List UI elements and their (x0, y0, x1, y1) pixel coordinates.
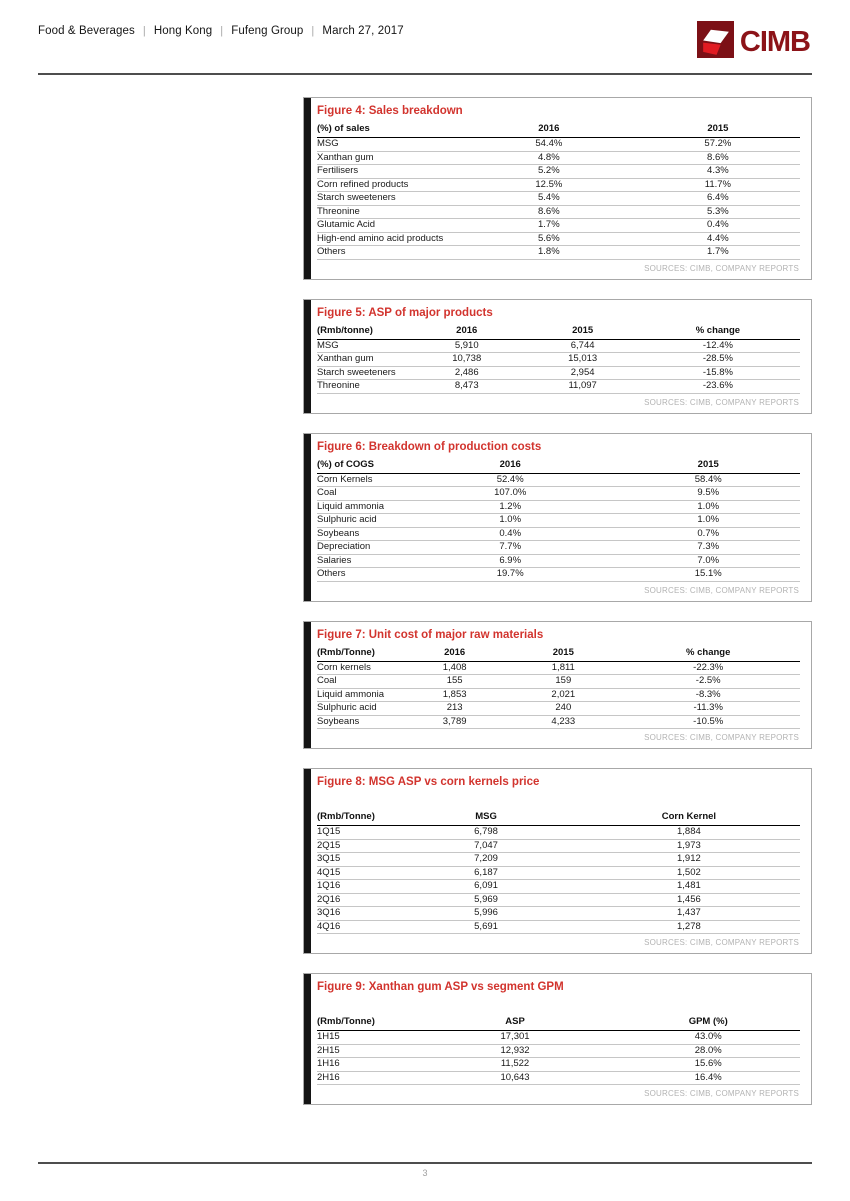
sources-note: SOURCES: CIMB, COMPANY REPORTS (644, 733, 799, 742)
table-cell: Soybeans (317, 715, 399, 729)
table-cell: 15,013 (530, 353, 636, 367)
table-cell: Fertilisers (317, 165, 462, 179)
breadcrumb-item-sector: Food & Beverages (38, 25, 135, 37)
column-header: Corn Kernel (578, 810, 800, 826)
table-cell: MSG (317, 339, 404, 353)
table-cell: 1,853 (399, 688, 510, 702)
table-cell: 8.6% (636, 151, 800, 165)
table-row (317, 473, 800, 487)
table-row (317, 151, 800, 165)
table-cell: 2,021 (510, 688, 616, 702)
table-row (317, 688, 800, 702)
table-row (317, 866, 800, 880)
table-row (317, 880, 800, 894)
figure-4-table (317, 122, 800, 260)
table-cell: 11,522 (414, 1058, 617, 1072)
figures-column (303, 97, 812, 1124)
table-cell: 1.7% (636, 246, 800, 260)
table-row (317, 1044, 800, 1058)
column-header: GPM (%) (616, 1015, 800, 1031)
table-cell: 11.7% (636, 178, 800, 192)
table-cell: 7,047 (394, 839, 578, 853)
table-cell: 0.4% (404, 527, 617, 541)
table-cell: Threonine (317, 380, 404, 394)
column-header: MSG (394, 810, 578, 826)
table-cell: 12,932 (414, 1044, 617, 1058)
table-cell: 57.2% (636, 138, 800, 152)
table-cell: 2H16 (317, 1071, 414, 1085)
table-cell: 240 (510, 702, 616, 716)
sources-note: SOURCES: CIMB, COMPANY REPORTS (644, 585, 799, 595)
table-row (317, 1031, 800, 1045)
table-cell: 3Q16 (317, 907, 394, 921)
table-cell: 1.7% (462, 219, 636, 233)
figure-accent-bar (304, 300, 311, 413)
figure-title: Figure 8: MSG ASP vs corn kernels price (317, 776, 540, 788)
table-cell: 1.0% (616, 500, 800, 514)
table-cell: 6,798 (394, 826, 578, 840)
table-cell: 2Q16 (317, 893, 394, 907)
table-cell: 1H16 (317, 1058, 414, 1072)
figure-title: Figure 9: Xanthan gum ASP vs segment GPM (317, 981, 564, 993)
table-row (317, 353, 800, 367)
column-header: 2015 (616, 458, 800, 474)
figure-title: Figure 6: Breakdown of production costs (317, 440, 542, 453)
table-cell: Liquid ammonia (317, 500, 404, 514)
table-cell: -15.8% (636, 366, 800, 380)
table-cell: Starch sweeteners (317, 192, 462, 206)
figure-9-panel (303, 973, 812, 1105)
table-cell: 1,408 (399, 661, 510, 675)
table-cell: 155 (399, 675, 510, 689)
table-cell: 0.7% (616, 527, 800, 541)
table-cell: Soybeans (317, 527, 404, 541)
table-cell: -10.5% (616, 715, 800, 729)
table-cell: Glutamic Acid (317, 219, 462, 233)
table-cell: -12.4% (636, 339, 800, 353)
table-cell: 9.5% (616, 487, 800, 501)
table-cell: 2,954 (530, 366, 636, 380)
table-cell: Sulphuric acid (317, 514, 404, 528)
figure-6-table (317, 458, 800, 582)
column-header: 2016 (462, 122, 636, 138)
figure-5-table (317, 324, 800, 394)
table-cell: High-end amino acid products (317, 232, 462, 246)
figure-accent-bar (304, 974, 311, 1104)
table-cell: 10,738 (404, 353, 530, 367)
table-cell: 159 (510, 675, 616, 689)
table-cell: 12.5% (462, 178, 636, 192)
table-cell: Xanthan gum (317, 353, 404, 367)
table-cell: 1H15 (317, 1031, 414, 1045)
table-cell: 1,912 (578, 853, 800, 867)
table-row (317, 138, 800, 152)
sources-note: SOURCES: CIMB, COMPANY REPORTS (644, 397, 799, 407)
table-cell: 4Q15 (317, 866, 394, 880)
table-cell: 1,456 (578, 893, 800, 907)
table-cell: 7.0% (616, 554, 800, 568)
table-cell: 1,278 (578, 920, 800, 934)
table-cell: 5,969 (394, 893, 578, 907)
table-cell: Salaries (317, 554, 404, 568)
column-header: (Rmb/Tonne) (317, 646, 399, 662)
table-cell: Sulphuric acid (317, 702, 399, 716)
header-row (317, 646, 800, 662)
table-cell: 1,502 (578, 866, 800, 880)
table-cell: 2Q15 (317, 839, 394, 853)
table-cell: Others (317, 246, 462, 260)
figure-accent-bar (304, 769, 311, 953)
table-cell: 4.3% (636, 165, 800, 179)
table-row (317, 715, 800, 729)
table-row (317, 487, 800, 501)
table-cell: Corn Kernels (317, 473, 404, 487)
table-cell: 1.2% (404, 500, 617, 514)
table-cell: 8.6% (462, 205, 636, 219)
header-row (317, 324, 800, 340)
table-cell: 1,884 (578, 826, 800, 840)
figure-title: Figure 7: Unit cost of major raw materials (317, 628, 544, 641)
table-cell: 4.4% (636, 232, 800, 246)
column-header: (%) of COGS (317, 458, 404, 474)
table-cell: Xanthan gum (317, 151, 462, 165)
table-cell: Coal (317, 487, 404, 501)
table-cell: 8,473 (404, 380, 530, 394)
table-cell: -8.3% (616, 688, 800, 702)
table-row (317, 232, 800, 246)
table-cell: 1,811 (510, 661, 616, 675)
column-header: 2016 (404, 458, 617, 474)
table-cell: 5.4% (462, 192, 636, 206)
table-cell: 5.2% (462, 165, 636, 179)
table-cell: 52.4% (404, 473, 617, 487)
breadcrumb-item-region: Hong Kong (153, 25, 213, 37)
column-header: (Rmb/Tonne) (317, 1015, 414, 1031)
table-row (317, 339, 800, 353)
table-cell: 0.4% (636, 219, 800, 233)
table-cell: 4.8% (462, 151, 636, 165)
figure-4-panel (303, 97, 812, 280)
sources-note: SOURCES: CIMB, COMPANY REPORTS (644, 938, 799, 947)
table-row (317, 165, 800, 179)
column-header: (Rmb/tonne) (317, 324, 404, 340)
table-cell: 7.7% (404, 541, 617, 555)
figure-7-table (317, 646, 800, 730)
table-cell: 1,973 (578, 839, 800, 853)
figure-9-table (317, 1015, 800, 1085)
table-cell: 3Q15 (317, 853, 394, 867)
table-cell: 58.4% (616, 473, 800, 487)
table-cell: -28.5% (636, 353, 800, 367)
breadcrumb-separator: | (142, 25, 146, 37)
breadcrumb-separator: | (220, 25, 224, 37)
column-header: 2016 (399, 646, 510, 662)
table-row (317, 853, 800, 867)
table-row (317, 527, 800, 541)
table-cell: 4Q16 (317, 920, 394, 934)
column-header: (Rmb/Tonne) (317, 810, 394, 826)
table-cell: 5.6% (462, 232, 636, 246)
table-row (317, 675, 800, 689)
table-cell: 43.0% (616, 1031, 800, 1045)
table-cell: -2.5% (616, 675, 800, 689)
figure-8-panel (303, 768, 812, 954)
table-cell: 1.0% (404, 514, 617, 528)
header-row (317, 1015, 800, 1031)
table-cell: Others (317, 568, 404, 582)
table-cell: 19.7% (404, 568, 617, 582)
table-row (317, 219, 800, 233)
figure-7-panel (303, 621, 812, 750)
column-header: % change (636, 324, 800, 340)
table-cell: Depreciation (317, 541, 404, 555)
column-header: (%) of sales (317, 122, 462, 138)
table-row (317, 246, 800, 260)
table-cell: 10,643 (414, 1071, 617, 1085)
figure-title: Figure 5: ASP of major products (317, 306, 493, 319)
table-row (317, 568, 800, 582)
table-row (317, 541, 800, 555)
table-row (317, 514, 800, 528)
table-row (317, 205, 800, 219)
table-cell: -23.6% (636, 380, 800, 394)
table-cell: 6,744 (530, 339, 636, 353)
table-cell: 6,187 (394, 866, 578, 880)
column-header: 2015 (510, 646, 616, 662)
table-row (317, 661, 800, 675)
table-row (317, 192, 800, 206)
table-cell: 15.1% (616, 568, 800, 582)
figure-accent-bar (304, 434, 311, 601)
table-cell: Threonine (317, 205, 462, 219)
breadcrumb-separator: | (311, 25, 315, 37)
table-row (317, 839, 800, 853)
table-row (317, 1058, 800, 1072)
column-header: 2015 (530, 324, 636, 340)
table-row (317, 920, 800, 934)
table-row (317, 1071, 800, 1085)
table-cell: 5,996 (394, 907, 578, 921)
footer-divider (38, 1162, 812, 1164)
cimb-logo (697, 21, 810, 63)
figure-accent-bar (304, 622, 311, 749)
column-header: 2015 (636, 122, 800, 138)
cimb-wordmark: CIMB (739, 25, 810, 58)
table-cell: 2H15 (317, 1044, 414, 1058)
table-row (317, 380, 800, 394)
figure-6-panel (303, 433, 812, 602)
sources-note: SOURCES: CIMB, COMPANY REPORTS (644, 263, 799, 273)
table-cell: 6,091 (394, 880, 578, 894)
table-cell: 1,481 (578, 880, 800, 894)
table-cell: 1.8% (462, 246, 636, 260)
table-row (317, 702, 800, 716)
table-cell: 1Q16 (317, 880, 394, 894)
table-cell: 1Q15 (317, 826, 394, 840)
table-cell: 16.4% (616, 1071, 800, 1085)
figure-accent-bar (304, 98, 311, 279)
table-row (317, 500, 800, 514)
table-cell: Coal (317, 675, 399, 689)
table-cell: 6.9% (404, 554, 617, 568)
table-cell: 11,097 (530, 380, 636, 394)
table-cell: 213 (399, 702, 510, 716)
table-cell: -11.3% (616, 702, 800, 716)
table-cell: 2,486 (404, 366, 530, 380)
column-header: % change (616, 646, 800, 662)
table-cell: 28.0% (616, 1044, 800, 1058)
table-cell: Corn kernels (317, 661, 399, 675)
header-row (317, 458, 800, 474)
column-header: 2016 (404, 324, 530, 340)
table-cell: Liquid ammonia (317, 688, 399, 702)
table-cell: 1.0% (616, 514, 800, 528)
table-row (317, 826, 800, 840)
column-header: ASP (414, 1015, 617, 1031)
table-cell: 17,301 (414, 1031, 617, 1045)
table-row (317, 178, 800, 192)
table-row (317, 366, 800, 380)
table-cell: Starch sweeteners (317, 366, 404, 380)
table-cell: 1,437 (578, 907, 800, 921)
table-cell: 3,789 (399, 715, 510, 729)
table-row (317, 893, 800, 907)
table-cell: 4,233 (510, 715, 616, 729)
page-number: 3 (422, 1168, 428, 1178)
table-cell: 5,691 (394, 920, 578, 934)
table-cell: 7.3% (616, 541, 800, 555)
breadcrumb-item-company: Fufeng Group (231, 25, 304, 37)
header-row (317, 122, 800, 138)
table-row (317, 907, 800, 921)
table-cell: 5.3% (636, 205, 800, 219)
table-cell: 5,910 (404, 339, 530, 353)
header-divider (38, 73, 812, 75)
table-cell: 54.4% (462, 138, 636, 152)
breadcrumb-item-date: March 27, 2017 (322, 25, 404, 37)
table-cell: 107.0% (404, 487, 617, 501)
breadcrumb (38, 25, 404, 37)
table-cell: 6.4% (636, 192, 800, 206)
figure-title: Figure 4: Sales breakdown (317, 105, 463, 117)
table-cell: MSG (317, 138, 462, 152)
figure-8-table (317, 810, 800, 934)
table-cell: 7,209 (394, 853, 578, 867)
figure-5-panel (303, 299, 812, 414)
table-cell: Corn refined products (317, 178, 462, 192)
cimb-flag-icon (697, 21, 734, 63)
table-cell: -22.3% (616, 661, 800, 675)
table-cell: 15.6% (616, 1058, 800, 1072)
header-row (317, 810, 800, 826)
table-row (317, 554, 800, 568)
sources-note: SOURCES: CIMB, COMPANY REPORTS (644, 1089, 799, 1098)
